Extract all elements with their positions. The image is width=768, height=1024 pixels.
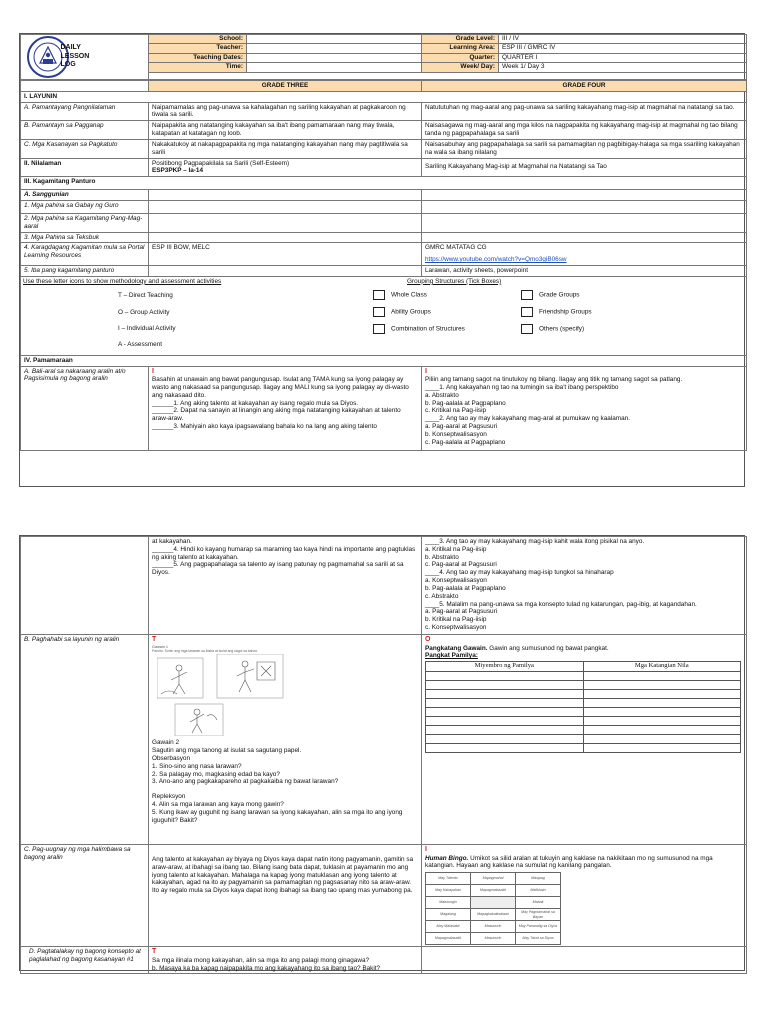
nilalaman-g3: Positibong Pagpapakilala sa Sarili (Self-Esteem) ESP3PKP – Ia-14 xyxy=(149,158,422,177)
whole-class-checkbox[interactable] xyxy=(373,290,385,300)
balik-aral-cont-g4: ____3. Ang tao ay may kakayahang mag-isip kahit wala itong pisikal na anyo. a. Kritikal na Pag-iisip b. Abstrakto c. Pag-aaral at Pagsusuri ____4. Ang tao ay may kakayahang mag-isip tungkol sa hinaharap a. Konseptwalisasyon b. Pag-aalala at Pagpaplano c. Abstrakto ____5. Malalim na pang-unawa sa mga konsepto tulad ng katarungan, pag-ibig, at kagandahan. a. Pag-aaral at Pagsusuri b. Kritikal na Pag-iisip c. Konseptwalisasyon xyxy=(422,537,747,635)
time-value xyxy=(247,63,422,72)
bingo-cell[interactable]: Matulungin xyxy=(426,897,471,909)
layunin-a-g4: Natututuhan ng mag-aaral ang pag-unawa sa sariling kakayahang mag-isip at magmahal na natatangi sa tao. xyxy=(422,102,747,121)
bingo-cell[interactable]: Mabait xyxy=(516,897,561,909)
family-cell[interactable] xyxy=(426,717,584,726)
paghahabi-label: B. Paghahabi sa layunin ng aralin xyxy=(21,635,149,845)
kagamitang-mag-aaral-g3 xyxy=(149,213,422,232)
family-cell[interactable] xyxy=(426,699,584,708)
combination-checkbox[interactable] xyxy=(373,324,385,334)
human-bingo-grid xyxy=(425,872,561,945)
legend-i: I – Individual Activity xyxy=(118,324,176,332)
teacher-value xyxy=(247,44,422,53)
school-label: School: xyxy=(149,35,247,44)
others-option[interactable]: Others (specify) xyxy=(521,324,584,334)
group-activity-icon: O xyxy=(425,636,431,643)
portal-resources-g4 xyxy=(422,243,747,266)
nilalaman-title: II. Nilalaman xyxy=(21,158,149,177)
gabay-guro-label: 1. Mga pahina sa Gabay ng Guro xyxy=(21,200,149,213)
gawain-1-pictures xyxy=(157,654,297,736)
pag-uugnay-label: C. Pag-uugnay ng mga halimbawa sa bagong aralin xyxy=(21,845,149,947)
quarter-label: Quarter: xyxy=(422,53,499,62)
gawain-1-instruction: Panuto: Suriin ang mga larawan sa ibaba at isulat ang sagot sa kahon. xyxy=(152,649,259,654)
family-cell[interactable] xyxy=(426,744,584,753)
ability-groups-option[interactable]: Ability Groups xyxy=(373,307,431,317)
legend-cell xyxy=(21,276,747,355)
kagamitang-mag-aaral-label: 2. Mga pahina sa Kagamitang Pang-Mag-aaral xyxy=(21,213,149,232)
bingo-cell[interactable]: Mapagmalasakit xyxy=(471,885,516,897)
portal-resources-g3: ESP III BOW, MELC xyxy=(149,243,422,266)
family-cell[interactable] xyxy=(426,726,584,735)
teksbuk-g3 xyxy=(149,232,422,243)
paghahabi-g3: T Gawain 1 Panuto: Suriin ang mga larawan sa ibaba at isulat ang sagot sa kahon. Gawain 2 Sagutin ang mga tanong at isulat sa sagutang papel. Obserbasyon 1. Sino-sino ang nasa larawan? 2. Sa palagay mo, magkasing edad ba kayo? 3. Ano-ano ang pagkakapareho at pagkakaiba ng bawat larawan? Repleksyon 4. Alin sa mga larawan ang kaya mong gawin? 5. Kung ikaw ay guguhit ng isang larawan sa iyong kakayahan, alin sa mga ito ang iyong iguguhit? Bakit? xyxy=(149,635,422,845)
individual-activity-icon: I xyxy=(152,367,154,375)
layunin-title: I. LAYUNIN xyxy=(21,91,747,102)
gabay-guro-g4 xyxy=(422,200,747,213)
legend-intro: Use these letter icons to show methodology and assessment activities xyxy=(23,277,222,285)
pag-uugnay-g4: I Human Bingo. Umikot sa silid aralan at tukuyin ang kaklase na nakikitaan mo ng sumusunod na mga katangian. Hayaan ang kaklase na sumulat ng kanilang pangalan. May Talento Mapagmahal Masipag May Kakayahan Mapagmalasakit Malikhain Matulungin Mabait Magalang Mapagkakatiwalaan May Pagmamahal sa Bayan May Malasakit Masunurin May Pananalig sa Diyos Mapagmalasakit Masunurin May Takot sa Diyos xyxy=(422,845,747,947)
pag-uugnay-g3: Ang talento at kakayahan ay biyaya ng Diyos kaya dapat natin itong pagyamanin, gamitin sa araw-araw, at ibahagi sa ibang tao. Bilang isang bata dapat, tuklasin at payamanin mo ang iyong talento at kakayahan. Mahalaga na kapag iyong matuklasan ang iyong talento at kakayahan, agad na ito ay pagyamanin sa pamamagitan ng pagsasanay nito sa araw-araw. Ito ay regalo mula sa Diyos kaya dapat itong ibahagi sa ibang tao upang mas yumabong pa. xyxy=(149,845,422,947)
quarter-value: QUARTER I xyxy=(499,53,747,62)
gabay-guro-g3 xyxy=(149,200,422,213)
bingo-cell[interactable]: May Pananalig sa Diyos xyxy=(516,921,561,933)
learning-area-label: Learning Area: xyxy=(422,44,499,53)
page-1 xyxy=(19,33,745,487)
family-cell[interactable] xyxy=(583,726,741,735)
balik-aral-cont-label xyxy=(21,537,149,635)
family-cell[interactable] xyxy=(583,735,741,744)
teksbuk-label: 3. Mga Pahina sa Teksbuk xyxy=(21,232,149,243)
family-cell[interactable] xyxy=(426,690,584,699)
sanggunian-label: A. Sanggunian xyxy=(21,190,149,201)
bingo-cell[interactable]: May Talento xyxy=(426,873,471,885)
page-2 xyxy=(19,535,745,971)
deped-seal-cell xyxy=(21,35,37,80)
balik-aral-label: A. Bali-aral sa nakaraang aralin at/o Pagsisimula ng bagong aralin xyxy=(21,366,149,450)
family-cell[interactable] xyxy=(583,744,741,753)
kagamitang-mag-aaral-g4 xyxy=(422,213,747,232)
youtube-link[interactable]: https://www.youtube.com/watch?v=Qmo3giB06sw xyxy=(425,256,567,264)
friendship-groups-checkbox[interactable] xyxy=(521,307,533,317)
legend-o: O – Group Activity xyxy=(118,308,170,316)
layunin-b-g3: Naipapakita ang natatanging kakayahan sa iba't ibang pamamaraan nang may tiwala, katapatan at katatagan ng loob. xyxy=(149,121,422,140)
pagtatalakay-g3: T Sa mga ilinala mong kakayahan, alin sa mga ito ang palagi mong ginagawa? b. Masaya ka ba kapag naipapakita mo ang kakayahang ito sa ibang tao? Bakit? xyxy=(149,947,422,974)
bingo-cell[interactable]: May Takot sa Diyos xyxy=(516,933,561,945)
teksbuk-g4 xyxy=(422,232,747,243)
paghahabi-g4: O Pangkatang Gawain. Gawin ang sumusunod ng bawat pangkat. Pangkat Pamilya: Miyembro ng Pamilya Mga Katangian Nila xyxy=(422,635,747,845)
teaching-dates-label: Teaching Dates: xyxy=(149,53,247,62)
bingo-cell[interactable]: Masipag xyxy=(516,873,561,885)
family-col-traits: Mga Katangian Nila xyxy=(583,662,741,672)
kasanayan-label: C. Mga Kasanayan sa Pagkatuto xyxy=(21,139,149,158)
family-cell[interactable] xyxy=(426,672,584,681)
pamantayang-pangnilalaman-label: A. Pamantayang Pangnilalaman xyxy=(21,102,149,121)
balik-aral-cont-g3: at kakayahan. ______4. Hindi ko kayang humarap sa maraming tao kaya hindi na importante ang pagtuklas ng aking talento at kakayahan. ______5. Ang pagpapahalaga sa talento ay isang patunay ng pagmamahal sa sarili at sa Diyos. xyxy=(149,537,422,635)
grade-level-label: Grade Level: xyxy=(422,35,499,44)
grade-four-header: GRADE FOUR xyxy=(422,81,747,92)
time-label: Time: xyxy=(149,63,247,72)
bingo-cell[interactable]: May Malasakit xyxy=(426,921,471,933)
teaching-dates-value xyxy=(247,53,422,62)
layunin-c-g4: Naisasabuhay ang pagpapahalaga sa sarili sa pamamagitan ng pagbibigay-halaga sa mga ssariling kakayahan na wala sa ibang nilalang xyxy=(422,139,747,158)
grade-groups-option[interactable]: Grade Groups xyxy=(521,290,580,300)
grade-groups-checkbox[interactable] xyxy=(521,290,533,300)
gawain-1-title: Gawain 1 xyxy=(152,644,169,649)
bingo-cell[interactable]: Mapagmalasakit xyxy=(426,933,471,945)
learning-area-value: ESP III / GMRC IV xyxy=(499,44,747,53)
friendship-groups-option[interactable]: Friendship Groups xyxy=(521,307,592,317)
bingo-cell[interactable]: Malikhain xyxy=(516,885,561,897)
grouping-title: Grouping Structures (Tick Boxes) xyxy=(407,277,502,285)
dll-title: DAILY LESSON LOG xyxy=(37,35,149,80)
layunin-b-g4: Naisasagawa ng mag-aaral ang mga kilos na nagpapakita ng kakayahang mag-isip at magmahal ng tao bilang tanda ng pagpapahalaga sa sarili xyxy=(422,121,747,140)
family-cell[interactable] xyxy=(583,717,741,726)
pangkat-pamilya-title: Pangkat Pamilya: xyxy=(425,652,478,660)
kagamitan-title: III. Kagamitang Panturo xyxy=(21,177,747,190)
bingo-cell[interactable] xyxy=(471,897,516,909)
sanggunian-g4 xyxy=(422,190,747,201)
family-cell[interactable] xyxy=(583,699,741,708)
family-cell[interactable] xyxy=(426,681,584,690)
bingo-cell[interactable]: May Pagmamahal sa Bayan xyxy=(516,909,561,921)
pamantayan-sa-pagganap-label: B. Pamantayn sa Pagganap xyxy=(21,121,149,140)
sanggunian-g3 xyxy=(149,190,422,201)
direct-teaching-icon: T xyxy=(152,948,157,956)
nilalaman-g4: Sariling Kakayahang Mag-isip at Magmahal na Natatangi sa Tao xyxy=(422,158,747,177)
pagtatalakay-g4 xyxy=(422,947,747,974)
direct-teaching-icon: T xyxy=(152,636,157,643)
lesson-table xyxy=(20,80,747,451)
lesson-table-continued xyxy=(20,536,747,974)
legend-a: A - Assessment xyxy=(118,340,163,348)
bingo-cell[interactable]: Masunurin xyxy=(471,921,516,933)
bingo-cell[interactable]: Mapagkakatiwalaan xyxy=(471,909,516,921)
grade-header-blank xyxy=(21,81,149,92)
individual-activity-icon: I xyxy=(425,846,427,853)
bingo-cell[interactable]: Masunurin xyxy=(471,933,516,945)
header-spacer xyxy=(149,72,747,79)
family-cell[interactable] xyxy=(583,708,741,717)
school-value xyxy=(247,35,422,44)
iba-pang-kagamitan-g3 xyxy=(149,266,422,277)
gmrc-cg-text: GMRC MATATAG CG xyxy=(425,244,487,252)
family-cell[interactable] xyxy=(583,690,741,699)
layunin-a-g3: Naipamamalas ang pag-unawa sa kahalagahan ng sariling kakayahan at pagkakaroon ng tiwala sa sarili. xyxy=(149,102,422,121)
family-cell[interactable] xyxy=(583,681,741,690)
iba-pang-kagamitan-g4: Larawan, activity sheets, powerpoint xyxy=(422,266,747,277)
ability-groups-checkbox[interactable] xyxy=(373,307,385,317)
others-checkbox[interactable] xyxy=(521,324,533,334)
family-cell[interactable] xyxy=(426,735,584,744)
pagtatalakay-label: D. Pagtatalakay ng bagong konsepto at paglalahad ng bagong kasanayan #1 xyxy=(21,947,149,974)
teacher-label: Teacher: xyxy=(149,44,247,53)
header-table xyxy=(20,34,747,80)
grade-level-value: III / IV xyxy=(499,35,747,44)
balik-aral-g3: I Basahin at unawain ang bawat pangungusap. Isulat ang TAMA kung sa iyong palagay ay wasto ang nakasaad sa pangungusap. Ilagay ang MALI kung sa iyong palagay ay di-wasto ang nakasaad dito. ______1. Ang aking talento at kakayahan ay isang regalo mula sa Diyos. ______2. Dapat na sanayin at linangin ang aking mga natatanging kakayahan at talento araw-araw. ______3. Mahiyain ako kaya ipagsawalang bahala ko na lang ang aking talento xyxy=(149,366,422,450)
balik-aral-g4: I Piliin ang tamang sagot na tinutukoy ng bilang. Ilagay ang titik ng tamang sagot sa patlang. ____1. Ang kakayahan ng tao na tumingin sa iba't ibang perspektibo a. Abstrakto b. Pag-aalala at Pagpaplano c. Kritikal na Pag-iisip ____2. Ang tao ay may kakayahang mag-aral at pumukaw ng kaalaman. a. Pag-aaral at Pagsusuri b. Konseptwalisasyon c. Pag-aalala at Pagpaplano xyxy=(422,366,747,450)
pamamaraan-title: IV. Pamamaraan xyxy=(21,355,747,366)
combination-option[interactable]: Combination of Structures xyxy=(373,324,465,334)
iba-pang-kagamitan-label: 5. Iba pang kagamitang panturo xyxy=(21,266,149,277)
family-cell[interactable] xyxy=(426,708,584,717)
week-day-value: Week 1/ Day 3 xyxy=(499,63,747,72)
bingo-cell[interactable]: May Kakayahan xyxy=(426,885,471,897)
family-table xyxy=(425,661,741,753)
family-col-member: Miyembro ng Pamilya xyxy=(426,662,584,672)
family-cell[interactable] xyxy=(583,672,741,681)
portal-resources-label: 4. Karagdagang Kagamitan mula sa Portal Learning Resources xyxy=(21,243,149,266)
week-day-label: Week/ Day: xyxy=(422,63,499,72)
bingo-cell[interactable]: Magalang xyxy=(426,909,471,921)
whole-class-option[interactable]: Whole Class xyxy=(373,290,427,300)
layunin-c-g3: Nakakatukoy at nakapagpapakita ng mga natatanging kakayahan nang may pagtitiwala sa sarili xyxy=(149,139,422,158)
bingo-cell[interactable]: Mapagmahal xyxy=(471,873,516,885)
grade-three-header: GRADE THREE xyxy=(149,81,422,92)
individual-activity-icon: I xyxy=(425,367,427,375)
legend-t: T – Direct Teaching xyxy=(118,291,173,299)
